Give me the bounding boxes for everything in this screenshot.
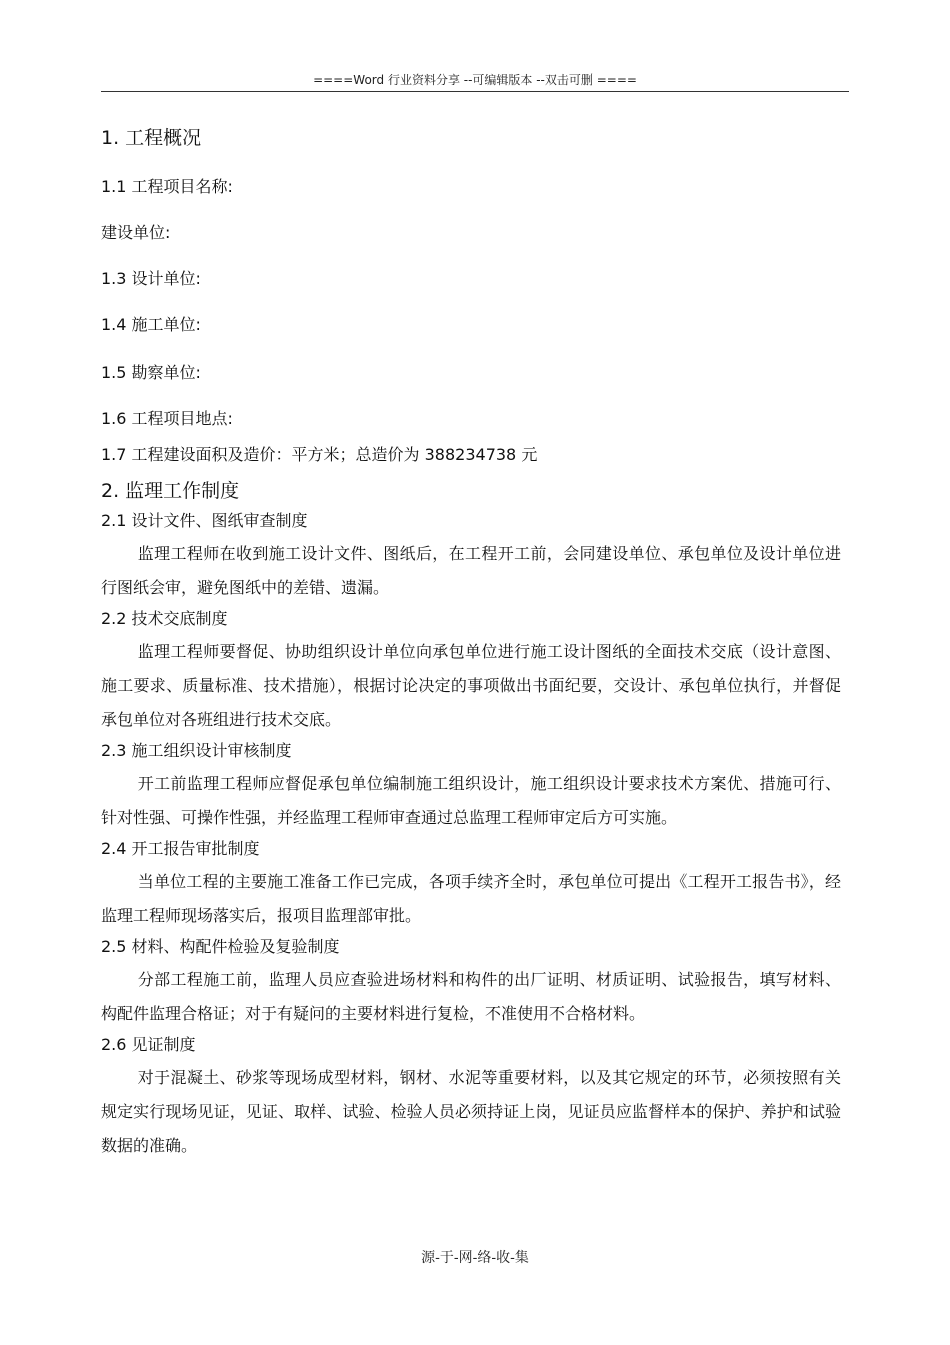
subsection-heading: 2.1 设计文件、图纸审查制度 <box>101 511 308 530</box>
page-header: ====Word 行业资料分享 --可编辑版本 --双击可删 ==== <box>313 73 637 87</box>
subsection-heading: 2.4 开工报告审批制度 <box>101 839 260 858</box>
item-project-location: 1.6 工程项目地点: <box>101 409 233 428</box>
subsection-body: 监理工程师在收到施工设计文件、图纸后，在工程开工前，会同建设单位、承包单位及设计单位进行图纸会审，避免图纸中的差错、遗漏。 <box>101 544 841 597</box>
subsection-heading: 2.2 技术交底制度 <box>101 609 228 628</box>
subsection-heading: 2.6 见证制度 <box>101 1035 196 1054</box>
page-footer: 源-于-网-络-收-集 <box>421 1250 529 1266</box>
subsection-heading: 2.5 材料、构配件检验及复验制度 <box>101 937 340 956</box>
item-project-name: 1.1 工程项目名称: <box>101 177 233 196</box>
document-body <box>101 122 841 1163</box>
subsection-body: 分部工程施工前，监理人员应查验进场材料和构件的出厂证明、材质证明、试验报告，填写材料、构配件监理合格证；对于有疑问的主要材料进行复检，不准使用不合格材料。 <box>101 970 841 1023</box>
item-contractor-unit: 1.4 施工单位: <box>101 315 201 334</box>
item-area-cost: 1.7 工程建设面积及造价：平方米；总造价为 388234738 元 <box>101 445 538 464</box>
subsection-heading: 2.3 施工组织设计审核制度 <box>101 741 292 760</box>
subsection-body: 开工前监理工程师应督促承包单位编制施工组织设计，施工组织设计要求技术方案优、措施可行、针对性强、可操作性强，并经监理工程师审查通过总监理工程师审定后方可实施。 <box>101 774 841 827</box>
subsection-body: 监理工程师要督促、协助组织设计单位向承包单位进行施工设计图纸的全面技术交底（设计意图、施工要求、质量标准、技术措施），根据讨论决定的事项做出书面纪要，交设计、承包单位执行，并督促承包单位对各班组进行技术交底。 <box>101 642 841 729</box>
subsection-body: 对于混凝土、砂浆等现场成型材料，钢材、水泥等重要材料，以及其它规定的环节，必须按照有关规定实行现场见证，见证、取样、试验、检验人员必须持证上岗，见证员应监督样本的保护、养护和试验数据的准确。 <box>101 1068 841 1155</box>
item-construction-unit: 建设单位: <box>101 223 171 242</box>
header-rule <box>101 91 849 92</box>
section-2-title: 2. 监理工作制度 <box>101 480 240 502</box>
item-survey-unit: 1.5 勘察单位: <box>101 363 201 382</box>
section-1-title: 1. 工程概况 <box>101 127 202 149</box>
item-design-unit: 1.3 设计单位: <box>101 269 201 288</box>
subsection-body: 当单位工程的主要施工准备工作已完成，各项手续齐全时，承包单位可提出《工程开工报告书》，经监理工程师现场落实后，报项目监理部审批。 <box>101 872 841 925</box>
